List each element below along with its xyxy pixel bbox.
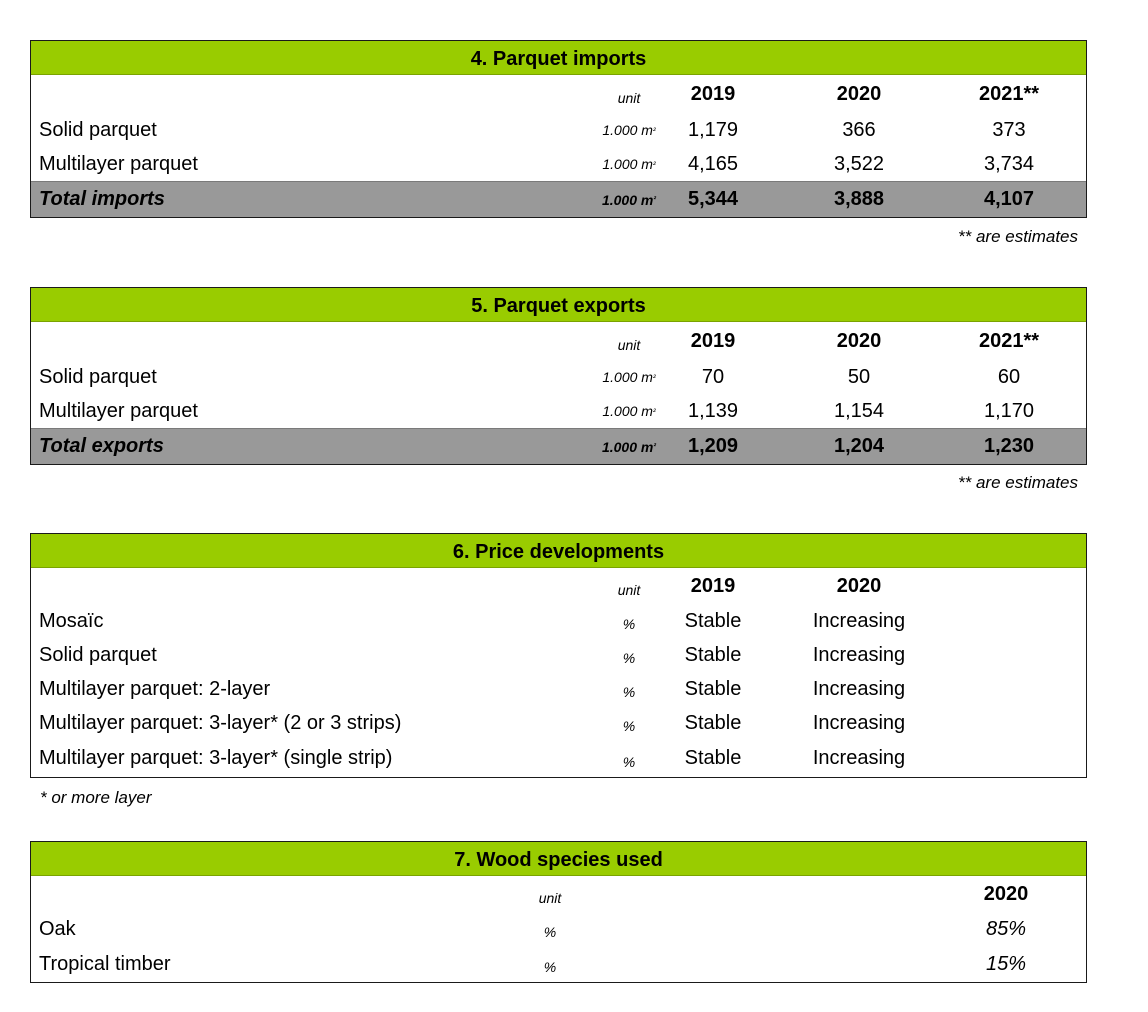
unit-cell: 1.000 m ²	[602, 156, 656, 172]
unit-header: unit	[617, 582, 641, 598]
price-developments-table	[30, 533, 1087, 778]
unit-header: unit	[538, 890, 562, 906]
value-cell: 1,154	[833, 399, 885, 422]
layer-note: * or more layer	[40, 788, 152, 807]
value-cell: 4,165	[687, 152, 739, 175]
row-label: Solid parquet	[39, 365, 157, 388]
wood-species-table	[30, 841, 1087, 983]
value-cell: 1,204	[833, 435, 885, 457]
table-row	[31, 740, 1086, 777]
header-row	[31, 876, 1086, 912]
unit-cell: %	[622, 718, 636, 734]
value-cell: Stable	[684, 747, 742, 769]
table-title: 5. Parquet exports	[31, 288, 1086, 322]
year-header: 2021**	[978, 82, 1040, 105]
value-cell: Increasing	[812, 643, 906, 666]
unit-header: unit	[617, 337, 641, 353]
estimates-note: ** are estimates	[958, 473, 1078, 492]
unit-cell: 1.000 m ²	[602, 122, 656, 138]
row-label: Total imports	[39, 188, 165, 210]
value-cell: Stable	[684, 643, 742, 666]
value-cell: 1,139	[687, 399, 739, 422]
table-row	[31, 113, 1086, 147]
parquet-imports-table	[30, 40, 1087, 218]
value-cell: 60	[997, 365, 1021, 388]
table-title: 4. Parquet imports	[31, 41, 1086, 75]
value-cell: 3,734	[983, 152, 1035, 175]
unit-cell: 1.000 m ²	[601, 191, 657, 208]
value-cell: 3,888	[833, 188, 885, 210]
unit-cell: 1.000 m ²	[602, 369, 656, 385]
value-cell: 1,209	[687, 435, 739, 457]
unit-cell: %	[622, 753, 636, 770]
total-row	[31, 181, 1086, 217]
row-label: Multilayer parquet	[39, 399, 198, 422]
year-header: 2021**	[978, 329, 1040, 352]
value-cell: Increasing	[812, 609, 906, 632]
value-cell: 1,170	[983, 399, 1035, 422]
header-row	[31, 75, 1086, 113]
value-cell: 3,522	[833, 152, 885, 175]
header-row	[31, 322, 1086, 360]
year-header: 2019	[690, 329, 736, 352]
row-label: Solid parquet	[39, 118, 157, 141]
unit-cell: %	[543, 959, 557, 975]
unit-cell: %	[622, 650, 636, 666]
value-cell: 85%	[985, 917, 1027, 940]
unit-cell: %	[622, 616, 636, 632]
table-row	[31, 946, 1086, 982]
year-header: 2019	[690, 574, 736, 597]
value-cell: 70	[701, 365, 725, 388]
row-label: Tropical timber	[39, 952, 171, 975]
table-row	[31, 638, 1086, 672]
unit-cell: %	[622, 684, 636, 700]
row-label: Solid parquet	[39, 643, 157, 666]
table-row	[31, 604, 1086, 638]
value-cell: Increasing	[812, 677, 906, 700]
table-row	[31, 706, 1086, 740]
value-cell: 373	[992, 118, 1026, 141]
value-cell: Stable	[684, 677, 742, 700]
table-row	[31, 394, 1086, 428]
value-cell: Increasing	[812, 747, 906, 769]
value-cell: 1,230	[983, 435, 1035, 457]
value-cell: Stable	[684, 711, 742, 734]
row-label: Multilayer parquet: 3-layer* (single strip)	[39, 747, 393, 769]
table-row	[31, 360, 1086, 394]
year-header: 2020	[836, 574, 882, 597]
unit-cell: %	[543, 924, 557, 940]
row-label: Oak	[39, 917, 76, 940]
table-row	[31, 912, 1086, 946]
value-cell: Increasing	[812, 711, 906, 734]
year-header: 2020	[836, 329, 882, 352]
header-row	[31, 568, 1086, 604]
row-label: Multilayer parquet: 3-layer* (2 or 3 strips)	[39, 711, 402, 734]
table-row	[31, 672, 1086, 706]
value-cell: 50	[847, 365, 871, 388]
value-cell: 366	[842, 118, 876, 141]
unit-cell: 1.000 m ²	[602, 403, 656, 419]
unit-header: unit	[617, 90, 641, 106]
value-cell: 15%	[985, 952, 1027, 975]
table-title: 7. Wood species used	[31, 842, 1086, 876]
unit-cell: 1.000 m ²	[601, 438, 657, 455]
year-header: 2020	[836, 82, 882, 105]
table-row	[31, 147, 1086, 181]
value-cell: 5,344	[687, 188, 739, 210]
row-label: Multilayer parquet	[39, 152, 198, 175]
value-cell: Stable	[684, 609, 742, 632]
row-label: Multilayer parquet: 2-layer	[39, 677, 271, 700]
row-label: Total exports	[39, 435, 164, 457]
year-header: 2020	[983, 882, 1029, 905]
row-label: Mosaïc	[39, 609, 104, 632]
total-row	[31, 428, 1086, 464]
estimates-note: ** are estimates	[958, 227, 1078, 246]
value-cell: 1,179	[687, 118, 739, 141]
year-header: 2019	[690, 82, 736, 105]
parquet-exports-table	[30, 287, 1087, 465]
table-title: 6. Price developments	[31, 534, 1086, 568]
value-cell: 4,107	[983, 188, 1035, 210]
